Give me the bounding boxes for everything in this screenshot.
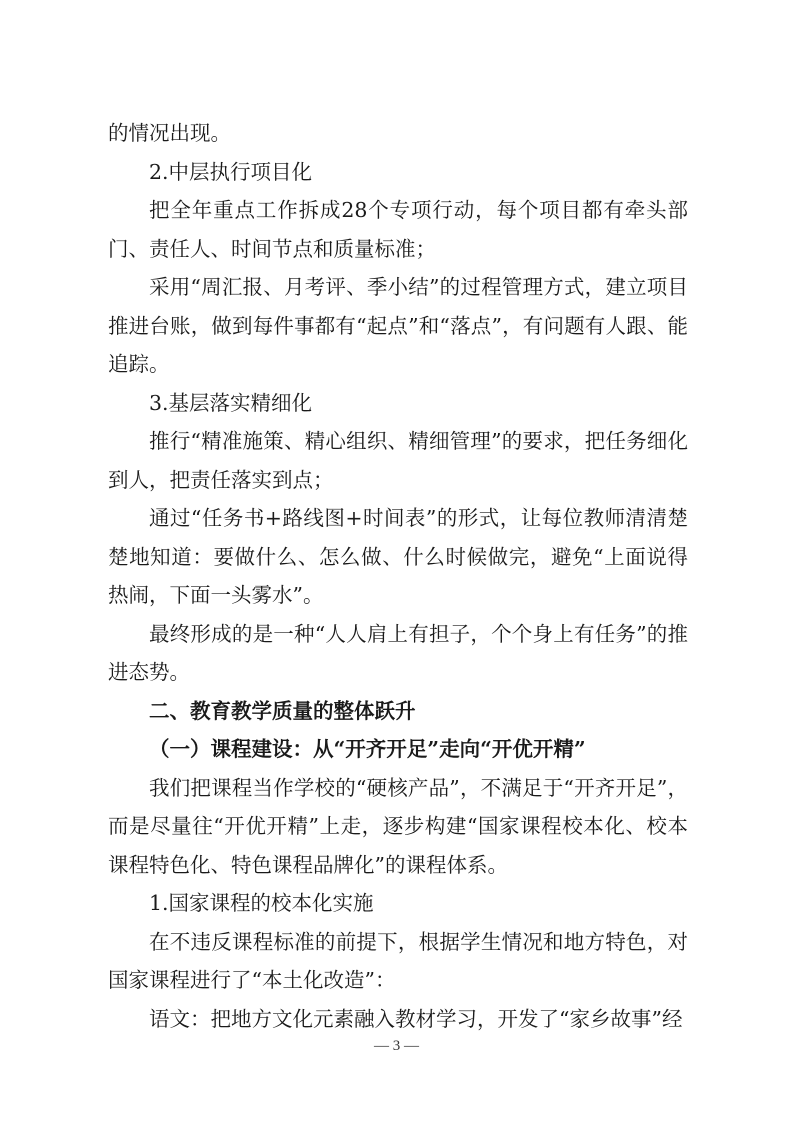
section-heading: 二、教育教学质量的整体跃升: [149, 698, 416, 723]
paragraph: 我们把课程当作学校的“硬核产品”，不满足于“开齐开足”，而是尽量往“开优开精”上走，逐步构建“国家课程校本化、校本课程特色化、特色课程品牌化”的课程体系。: [108, 775, 688, 877]
paragraph: 在不违反课程标准的前提下，根据学生情况和地方特色，对国家课程进行了“本土化改造”：: [108, 929, 688, 992]
page-number: — 3 —: [374, 1038, 419, 1054]
paragraph: 把全年重点工作拆成28个专项行动，每个项目都有牵头部门、责任人、时间节点和质量标准；: [108, 198, 688, 261]
subheading-national-curriculum: 1.国家课程的校本化实施: [149, 891, 374, 915]
subheading-grassroots-level: 3.基层落实精细化: [149, 390, 313, 415]
paragraph: 语文：把地方文化元素融入教材学习，开发了“家乡故事”经: [149, 1006, 683, 1031]
document-body: [108, 114, 688, 1038]
paragraph: 的情况出现。: [108, 121, 231, 145]
paragraph: 采用“周汇报、月考评、季小结”的过程管理方式，建立项目推进台账，做到每件事都有“起点”和“落点”，有问题有人跟、能追踪。: [108, 275, 688, 376]
subheading-middle-level: 2.中层执行项目化: [149, 159, 313, 184]
paragraph: 推行“精准施策、精心组织、精细管理”的要求，把任务细化到人，把责任落实到点；: [108, 429, 688, 492]
subsection-heading: （一）课程建设：从“开齐开足”走向“开优开精”: [149, 737, 586, 761]
paragraph: 最终形成的是一种“人人肩上有担子，个个身上有任务”的推进态势。: [108, 621, 688, 684]
paragraph: 通过“任务书+路线图+时间表”的形式，让每位教师清清楚楚地知道：要做什么、怎么做、什么时候做完，避免“上面说得热闹，下面一头雾水”。: [108, 506, 688, 607]
